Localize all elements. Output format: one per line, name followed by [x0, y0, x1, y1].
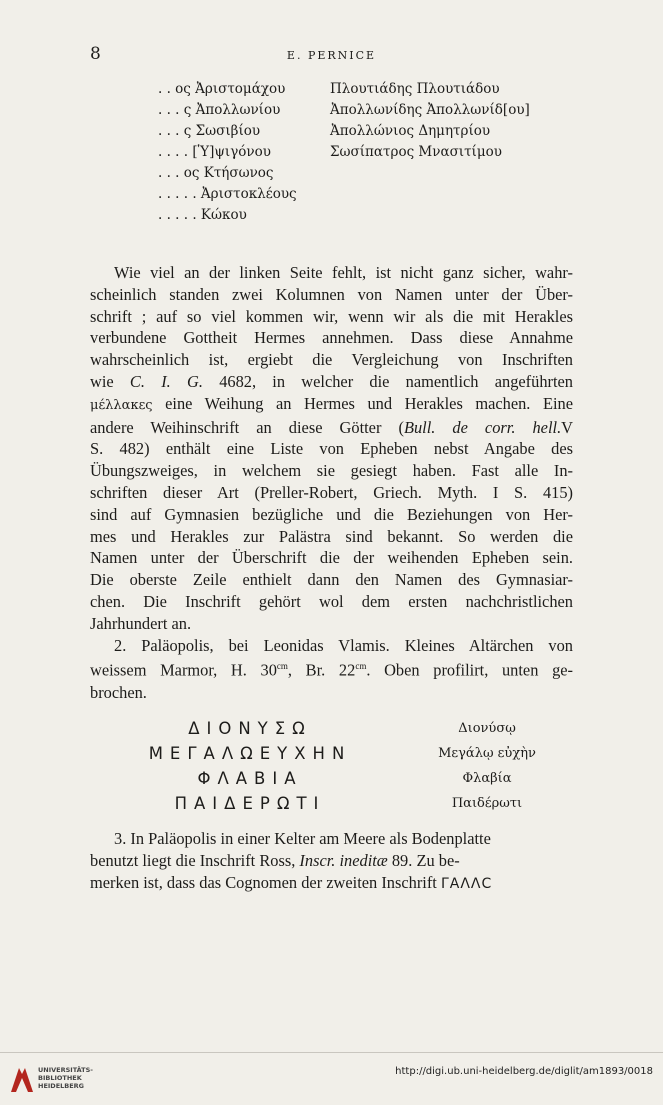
body-line: schrift ; auf so viel kommen wir, wenn wir als die mit Herakles: [90, 306, 573, 326]
name-left: . . . . . Ἀριστοκλέους: [158, 186, 297, 202]
body-line: S. 482) enthält eine Liste von Epheben nebst Angabe des: [90, 439, 573, 459]
name-left: . . . ος Κτήσωνος: [158, 165, 274, 181]
library-logo-text: [38, 1066, 93, 1090]
section-3-text: [90, 828, 573, 895]
body-line: sind auf Gymnasien bezügliche und die Beziehungen von Her-: [90, 504, 573, 524]
body-line: [90, 872, 573, 895]
name-left: . . . . . Κώκου: [158, 207, 247, 223]
body-line: Namen unter der Überschrift die der weihenden Epheben sein.: [90, 548, 573, 568]
citation-bch: Bull. de corr. hell.: [403, 417, 562, 437]
library-logo-icon: [9, 1064, 35, 1094]
name-left: . . . ς Ἀπολλωνίου: [158, 102, 281, 118]
body-line: 2. Paläopolis, bei Leonidas Vlamis. Kleines Altärchen von: [114, 635, 573, 655]
name-left: . . . ς Σωσιβίου: [158, 123, 261, 139]
body-line: chen. Die Inschrift gehört wol dem ersten nachchristlichen: [90, 591, 573, 611]
body-text: [90, 262, 573, 703]
greek-word: μέλλακες: [90, 397, 153, 413]
body-text-segment: benutzt liegt die Inschrift Ross,: [90, 851, 296, 870]
name-left: . . . . [Ὑ]ψιγόνου: [158, 144, 271, 160]
body-line: Wie viel an der linken Seite fehlt, ist nicht ganz sicher, wahr-: [114, 263, 573, 282]
name-right: Πλουτιάδης Πλουτιάδου: [330, 81, 500, 97]
inscription-capitals: ΠΑΙΔΕΡΩΤΙ: [174, 794, 326, 813]
body-line: [90, 393, 573, 417]
inscription-block: [90, 716, 573, 816]
body-text-segment: andere Weihinschrift an diese Götter (: [90, 417, 404, 437]
body-line: mes und Herakles zur Palästra sind bekannt. So werden die: [90, 526, 573, 546]
body-line: Übungszweiges, in welchem sie gesiegt haben. Fast alle In-: [90, 461, 573, 481]
inscription-capitals: ΔΙΟΝΥΣΩ: [188, 719, 312, 738]
inscription-transcription: Διονύσῳ: [458, 721, 516, 736]
body-line: 3. In Paläopolis in einer Kelter am Meere als Bodenplatte: [114, 829, 491, 848]
citation-ross: Inscr. ineditæ: [299, 851, 388, 870]
body-line: wahrscheinlich ist, ergiebt die Vergleichung von Inschriften: [90, 350, 573, 370]
body-line: [90, 371, 573, 393]
body-text-segment: eine Weihung an Hermes und Herakles machen. Eine: [165, 393, 573, 413]
name-left: . . ος Ἀριστομάχου: [158, 81, 286, 97]
body-line: [90, 850, 573, 872]
name-right: Ἀπολλώνιος Δημητρίου: [330, 123, 491, 139]
body-line: verbundene Gottheit Hermes annehmen. Dass diese Annahme: [90, 328, 573, 348]
inscription-capitals: ΜΕΓΑΛΩΕΥΧΗΝ: [148, 744, 352, 763]
inscription-capitals: ΦΛΑΒΙΑ: [197, 769, 303, 788]
footer-divider: [0, 1052, 663, 1053]
body-text-segment: merken ist, dass das Cognomen der zweiten Inschrift: [90, 873, 437, 892]
body-line: [90, 417, 573, 439]
unit-superscript: cm: [276, 661, 288, 672]
body-text-segment: , Br. 22: [287, 660, 356, 680]
body-line: Die oberste Zeile enthielt dann den Namen des Gymnasiar-: [90, 570, 573, 590]
inscription-row: [90, 791, 573, 816]
names-row: [158, 79, 558, 100]
unit-superscript: cm: [355, 661, 367, 672]
names-row: [158, 100, 558, 121]
names-row: [158, 142, 558, 163]
inscription-row: [90, 741, 573, 766]
logo-line: BIBLIOTHEK: [38, 1074, 82, 1082]
names-table: [158, 79, 558, 226]
logo-line: HEIDELBERG: [38, 1082, 85, 1090]
body-text-segment: weissem Marmor, H. 30: [90, 660, 277, 680]
body-text-segment: wie: [90, 371, 114, 391]
body-text-segment: V: [561, 417, 574, 437]
source-url-link[interactable]: http://digi.ub.uni-heidelberg.de/diglit/am1893/0018: [395, 1066, 653, 1077]
body-line: brochen.: [90, 682, 147, 702]
body-line: Jahrhundert an.: [90, 613, 192, 633]
body-text-segment: 89. Zu be-: [391, 851, 460, 870]
name-right: Σωσίπατρος Μνασιτίμου: [330, 144, 502, 160]
inscription-transcription: Παιδέρωτι: [451, 796, 523, 811]
names-row: [158, 121, 558, 142]
running-head: E. PERNICE: [286, 49, 377, 62]
body-line: scheinlich standen zwei Kolumnen von Namen unter der Über-: [90, 284, 573, 304]
names-row: [158, 184, 558, 205]
logo-line: UNIVERSITÄTS-: [38, 1066, 93, 1074]
inscription-capitals-inline: ΓΑΛΛC: [440, 876, 493, 892]
body-text-segment: . Oben profilirt, unten ge-: [366, 660, 573, 680]
body-line: [90, 656, 573, 681]
name-right: Ἀπολλωνίδης Ἀπολλωνίδ[ου]: [330, 102, 530, 118]
inscription-row: [90, 716, 573, 741]
citation-cig: C. I. G.: [129, 371, 203, 391]
inscription-transcription: Μεγάλῳ εὐχὴν: [438, 746, 536, 761]
inscription-transcription: Φλαβία: [462, 771, 512, 786]
body-line: schriften dieser Art (Preller-Robert, Griech. Myth. I S. 415): [90, 482, 573, 502]
page-number: 8: [90, 44, 101, 64]
names-row: [158, 163, 558, 184]
names-row: [158, 205, 558, 226]
inscription-row: [90, 766, 573, 791]
body-text-segment: 4682, in welcher die namentlich angeführten: [219, 371, 574, 391]
